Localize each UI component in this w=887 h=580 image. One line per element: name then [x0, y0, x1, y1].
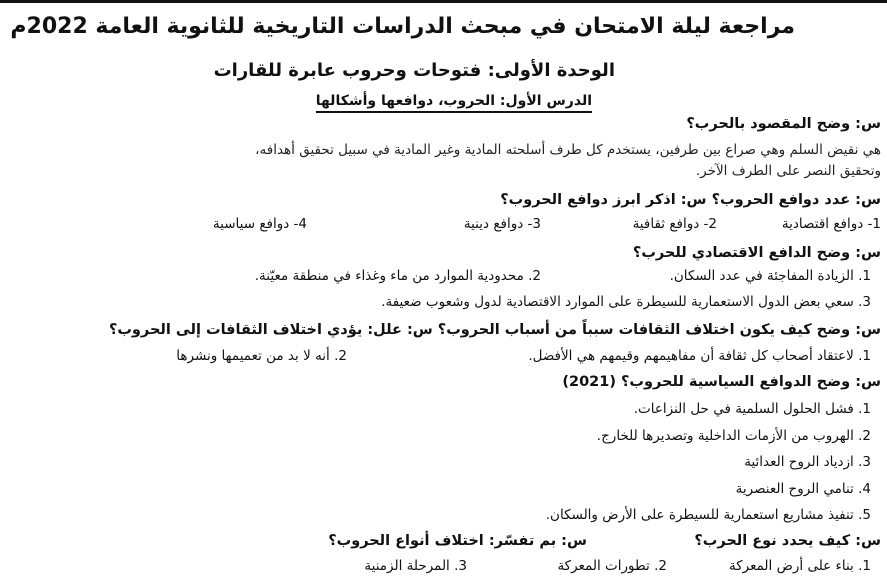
list-item: 1- دوافع اقتصادية [781, 216, 881, 232]
page-title: مراجعة ليلة الامتحان في مبحث الدراسات التاريخية للثانوية العامة 2022م [10, 14, 795, 39]
list-item: 4. تنامي الروح العنصرية [735, 481, 871, 497]
list-item: 5. تنفيذ مشاريع استعمارية للسيطرة على الأرض والسكان. [545, 507, 871, 523]
list-item: 2. الهروب من الأزمات الداخلية وتصديرها للخارج. [596, 428, 871, 444]
unit-heading: الوحدة الأولى: فتوحات وحروب عابرة للقارات [213, 60, 615, 81]
answer-line: وتحقيق النصر على الطرف الآخر. [695, 163, 881, 179]
list-item: 3. ازدياد الروح العدائية [744, 454, 871, 470]
question-war-types: س: كيف يحدد نوع الحرب؟ [694, 533, 881, 549]
list-item: 4- دوافع سياسية [212, 216, 307, 232]
question-cultural-motive: س: وضح كيف يكون اختلاف الثقافات سبباً من أسباب الحروب؟ س: علل: يؤدي اختلاف الثقافات إلى الحروب؟ [108, 322, 881, 338]
list-item: 1. بناء على أرض المعركة [728, 558, 871, 574]
question-war-types-explain: س: بم تفسّر: اختلاف أنواع الحروب؟ [328, 533, 587, 549]
top-rule [0, 0, 887, 9]
list-item: 2. أنه لا بد من تعميمها ونشرها [176, 348, 347, 364]
question-economic-motive: س: وضح الدافع الاقتصادي للحرب؟ [632, 245, 881, 261]
list-item: 1. الزيادة المفاجئة في عدد السكان. [669, 268, 871, 284]
answer-line: هي نقيض السلم وهي صراع بين طرفين، يستخدم كل طرف أسلحته المادية وغير المادية في سبيل تحقيق أهدافه، [255, 142, 881, 158]
list-item: 2. تطورات المعركة [557, 558, 667, 574]
list-item: 3. المرحلة الزمنية [364, 558, 467, 574]
list-item: 2. محدودية الموارد من ماء وغذاء في منطقة معيّنة. [254, 268, 541, 284]
list-item: 3. سعي بعض الدول الاستعمارية للسيطرة على الموارد الاقتصادية لدول وشعوب ضعيفة. [381, 294, 871, 310]
list-item: 1. فشل الحلول السلمية في حل النزاعات. [633, 401, 871, 417]
question-political-motives: س: وضح الدوافع السياسية للحروب؟ (2021) [562, 374, 881, 390]
list-item: 3- دوافع دينية [463, 216, 541, 232]
question-war-definition: س: وضح المقصود بالحرب؟ [686, 116, 881, 132]
question-war-motives: س: عدد دوافع الحروب؟ س: اذكر ابرز دوافع الحروب؟ [500, 192, 881, 208]
list-item: 2- دوافع ثقافية [632, 216, 717, 232]
lesson-heading: الدرس الأول: الحروب، دوافعها وأشكالها [316, 93, 592, 113]
list-item: 1. لاعتقاد أصحاب كل ثقافة أن مفاهيمهم وقيمهم هي الأفضل. [528, 348, 871, 364]
